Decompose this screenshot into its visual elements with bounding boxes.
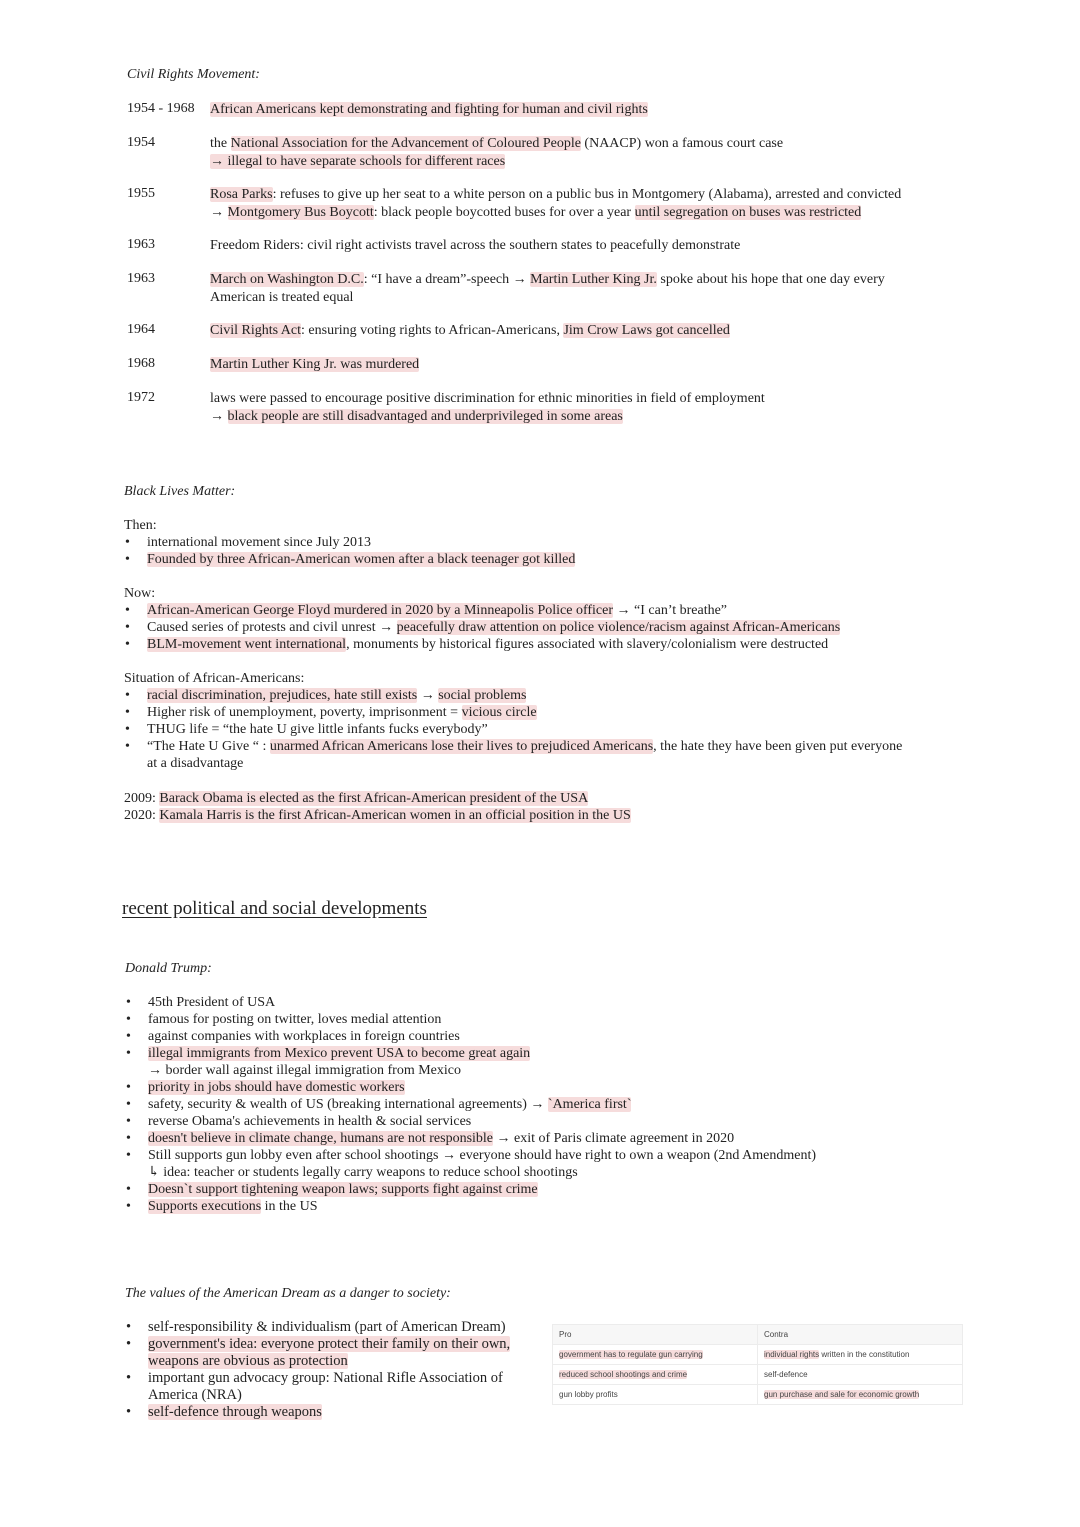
contra-cell: gun purchase and sale for economic growth xyxy=(758,1385,963,1405)
list-item: • against companies with workplaces in foreign countries xyxy=(124,1028,1024,1045)
list-item: • priority in jobs should have domestic workers xyxy=(124,1079,1024,1096)
list-item: • self-responsibility & individualism (part of American Dream) xyxy=(124,1319,544,1336)
list-item: • important gun advocacy group: National Rifle Association of America (NRA) xyxy=(124,1370,544,1404)
list-item: • self-defence through weapons xyxy=(124,1404,544,1421)
situation-label: Situation of African-Americans: xyxy=(124,671,305,686)
list-item: • 45th President of USA xyxy=(124,994,1024,1011)
list-item: • famous for posting on twitter, loves medial attention xyxy=(124,1011,1024,1028)
list-item: • African-American George Floyd murdered in 2020 by a Minneapolis Police officer → “I can’t breathe” xyxy=(123,602,1023,619)
table-row xyxy=(553,1365,963,1385)
event-1964: Civil Rights Act: ensuring voting rights to African-Americans, Jim Crow Laws got cancelled xyxy=(210,323,730,338)
list-item: • Doesn`t support tightening weapon laws; supports fight against crime xyxy=(124,1181,1024,1198)
contra-header: Contra xyxy=(758,1325,963,1345)
list-item: ↳ idea: teacher or students legally carry weapons to reduce school shootings xyxy=(148,1165,578,1180)
event-1968: Martin Luther King Jr. was murdered xyxy=(210,357,420,372)
pro-contra-table xyxy=(552,1324,963,1405)
civil-rights-heading: Civil Rights Movement: xyxy=(127,67,260,82)
dream-heading: The values of the American Dream as a danger to society: xyxy=(125,1286,451,1301)
pro-header: Pro xyxy=(553,1325,758,1345)
trump-heading: Donald Trump: xyxy=(125,961,212,976)
event-1954: the National Association for the Advancement of Coloured People (NAACP) won a famous court case → illegal to have separate schools for different races xyxy=(210,136,784,169)
trump-list xyxy=(124,994,1024,1215)
year-1964: 1964 xyxy=(127,322,155,337)
year-2009: 2009: Barack Obama is elected as the first African-American president of the USA xyxy=(124,791,589,806)
list-item: • international movement since July 2013 xyxy=(123,534,575,551)
list-item: • Caused series of protests and civil unrest → peacefully draw attention on police violence/racism against African-Americans xyxy=(123,619,1023,636)
list-item: • Supports executions in the US xyxy=(124,1198,1024,1215)
blm-then-list xyxy=(123,534,575,568)
blm-heading: Black Lives Matter: xyxy=(124,484,236,499)
contra-cell: self-defence xyxy=(758,1365,963,1385)
list-item: • Higher risk of unemployment, poverty, imprisonment = vicious circle xyxy=(123,704,983,721)
list-item: • government's idea: everyone protect their family on their own, weapons are obvious as protection xyxy=(124,1336,544,1370)
year-1954: 1954 xyxy=(127,135,155,150)
table-row xyxy=(553,1385,963,1405)
pro-cell: reduced school shootings and crime xyxy=(553,1365,758,1385)
list-item: • “The Hate U Give “ : unarmed African Americans lose their lives to prejudiced Americans, the hate they have been given put everyone at a disadvantage xyxy=(123,738,983,772)
list-item: → border wall against illegal immigration from Mexico xyxy=(148,1063,461,1078)
event-1963-freedom-riders: Freedom Riders: civil right activists travel across the southern states to peacefully demonstrate xyxy=(210,238,741,253)
blm-now-label: Now: xyxy=(124,586,156,601)
list-item: • reverse Obama's achievements in health & social services xyxy=(124,1113,1024,1130)
list-item: • Founded by three African-American women after a black teenager got killed xyxy=(123,551,575,568)
list-item: • racial discrimination, prejudices, hate still exists → social problems xyxy=(123,687,983,704)
section-title: recent political and social developments xyxy=(122,898,427,919)
year-2020: 2020: Kamala Harris is the first African-American women in an official position in the US xyxy=(124,808,631,823)
range-text: African Americans kept demonstrating and fighting for human and civil rights xyxy=(210,102,648,117)
event-1955: Rosa Parks: refuses to give up her seat to a white person on a public bus in Montgomery (Alabama), arrested and convicted → Montgomery Bus Boycott: black people boycotted buses for over a year until segregation on buses was restricted xyxy=(210,187,902,220)
situation-list xyxy=(123,687,983,772)
list-item: • doesn't believe in climate change, humans are not responsible → exit of Paris climate agreement in 2020 xyxy=(124,1130,1024,1147)
year-1972: 1972 xyxy=(127,390,155,405)
table-row xyxy=(553,1345,963,1365)
list-item: • safety, security & wealth of US (breaking international agreements) → `America first` xyxy=(124,1096,1024,1113)
year-1955: 1955 xyxy=(127,186,155,201)
event-1972: laws were passed to encourage positive discrimination for ethnic minorities in field of employment → black people are still disadvantaged and underprivileged in some areas xyxy=(210,391,765,424)
blm-now-list xyxy=(123,602,1023,653)
year-1963-b: 1963 xyxy=(127,271,155,286)
pro-cell: government has to regulate gun carrying xyxy=(553,1345,758,1365)
dream-list xyxy=(124,1319,544,1421)
list-item: • Still supports gun lobby even after school shootings → everyone should have right to own a weapon (2nd Amendment) xyxy=(124,1147,1024,1164)
year-1963-a: 1963 xyxy=(127,237,155,252)
list-item: • illegal immigrants from Mexico prevent USA to become great again xyxy=(124,1045,1024,1062)
contra-cell: individual rights written in the constitution xyxy=(758,1345,963,1365)
range-year: 1954 - 1968 xyxy=(127,101,195,116)
year-1968: 1968 xyxy=(127,356,155,371)
blm-then-label: Then: xyxy=(124,518,157,533)
pro-cell: gun lobby profits xyxy=(553,1385,758,1405)
list-item: • THUG life = “the hate U give little infants fucks everybody” xyxy=(123,721,983,738)
list-item: • BLM-movement went international, monuments by historical figures associated with slavery/colonialism were destructed xyxy=(123,636,1023,653)
event-1963-march: March on Washington D.C.: “I have a dream”-speech → Martin Luther King Jr. spoke about his hope that one day every American is treated equal xyxy=(210,272,885,305)
